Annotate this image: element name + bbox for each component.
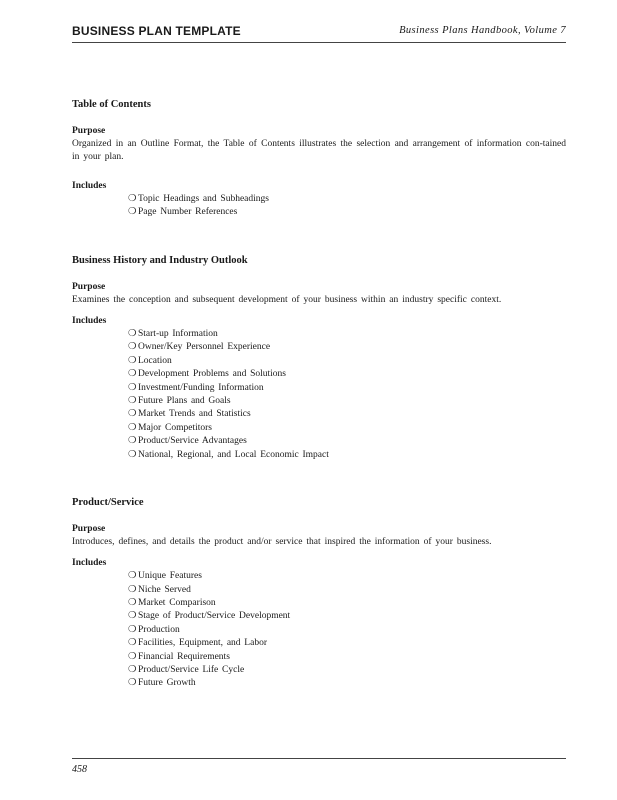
page-content — [72, 98, 566, 691]
section-title: Business History and Industry Outlook — [72, 254, 248, 266]
list-item: ❍Development Problems and Solutions — [128, 368, 566, 381]
circle-bullet-icon: ❍ — [128, 342, 137, 353]
list-item: ❍Owner/Key Personnel Experience — [128, 341, 566, 354]
circle-bullet-icon: ❍ — [128, 355, 137, 366]
circle-bullet-icon: ❍ — [128, 449, 137, 460]
footer-divider — [72, 758, 566, 759]
section-product-service — [72, 496, 566, 691]
circle-bullet-icon: ❍ — [128, 624, 137, 635]
list-item: ❍Stage of Product/Service Development — [128, 610, 566, 623]
list-item: ❍Financial Requirements — [128, 651, 566, 664]
list-item: ❍Page Number References — [128, 206, 566, 219]
circle-bullet-icon: ❍ — [128, 422, 137, 433]
list-item: ❍Future Plans and Goals — [128, 395, 566, 408]
list-item: ❍Location — [128, 355, 566, 368]
list-item: ❍Topic Headings and Subheadings — [128, 193, 566, 206]
circle-bullet-icon: ❍ — [128, 611, 137, 622]
circle-bullet-icon: ❍ — [128, 678, 137, 689]
includes-label: Includes — [72, 180, 107, 191]
includes-list — [72, 570, 566, 691]
list-item: ❍Niche Served — [128, 584, 566, 597]
circle-bullet-icon: ❍ — [128, 207, 137, 218]
purpose-text: Introduces, defines, and details the product and/or service that inspired the information of your business. — [72, 536, 492, 547]
includes-list — [72, 328, 566, 462]
header-publication: Business Plans Handbook, Volume 7 — [399, 25, 566, 36]
purpose-text: Organized in an Outline Format, the Table of Contents illustrates the selection and arrangement of information con-tained in your plan. — [72, 139, 566, 163]
purpose-label: Purpose — [72, 126, 106, 136]
list-item: ❍Market Trends and Statistics — [128, 408, 566, 421]
list-item: ❍Unique Features — [128, 570, 566, 583]
list-item: ❍Investment/Funding Information — [128, 382, 566, 395]
circle-bullet-icon: ❍ — [128, 638, 137, 649]
list-item: ❍Production — [128, 624, 566, 637]
purpose-label: Purpose — [72, 523, 106, 534]
includes-label: Includes — [72, 558, 107, 569]
circle-bullet-icon: ❍ — [128, 193, 137, 204]
circle-bullet-icon: ❍ — [128, 395, 137, 406]
circle-bullet-icon: ❍ — [128, 329, 137, 339]
circle-bullet-icon: ❍ — [128, 651, 137, 662]
header-title: BUSINESS PLAN TEMPLATE — [72, 24, 241, 38]
list-item: ❍Product/Service Life Cycle — [128, 664, 566, 677]
circle-bullet-icon: ❍ — [128, 369, 137, 380]
page-number: 458 — [72, 764, 87, 775]
section-title: Product/Service — [72, 496, 144, 508]
purpose-label: Purpose — [72, 281, 106, 292]
purpose-text: Examines the conception and subsequent development of your business within an industry specific context. — [72, 294, 502, 305]
circle-bullet-icon: ❍ — [128, 382, 137, 393]
list-item: ❍Future Growth — [128, 677, 566, 690]
section-business-history — [72, 254, 566, 462]
circle-bullet-icon: ❍ — [128, 598, 137, 609]
section-title: Table of Contents — [72, 99, 151, 110]
list-item: ❍Facilities, Equipment, and Labor — [128, 637, 566, 650]
circle-bullet-icon: ❍ — [128, 409, 137, 420]
includes-list — [72, 193, 566, 220]
circle-bullet-icon: ❍ — [128, 584, 137, 595]
circle-bullet-icon: ❍ — [128, 436, 137, 447]
list-item: ❍Market Comparison — [128, 597, 566, 610]
circle-bullet-icon: ❍ — [128, 571, 137, 582]
includes-label: Includes — [72, 316, 107, 326]
list-item: ❍National, Regional, and Local Economic Impact — [128, 449, 566, 462]
page-header — [72, 24, 566, 43]
list-item: ❍Product/Service Advantages — [128, 435, 566, 448]
list-item: ❍Start-up Information — [128, 328, 566, 341]
circle-bullet-icon: ❍ — [128, 665, 137, 676]
list-item: ❍Major Competitors — [128, 422, 566, 435]
section-table-of-contents — [72, 98, 566, 220]
